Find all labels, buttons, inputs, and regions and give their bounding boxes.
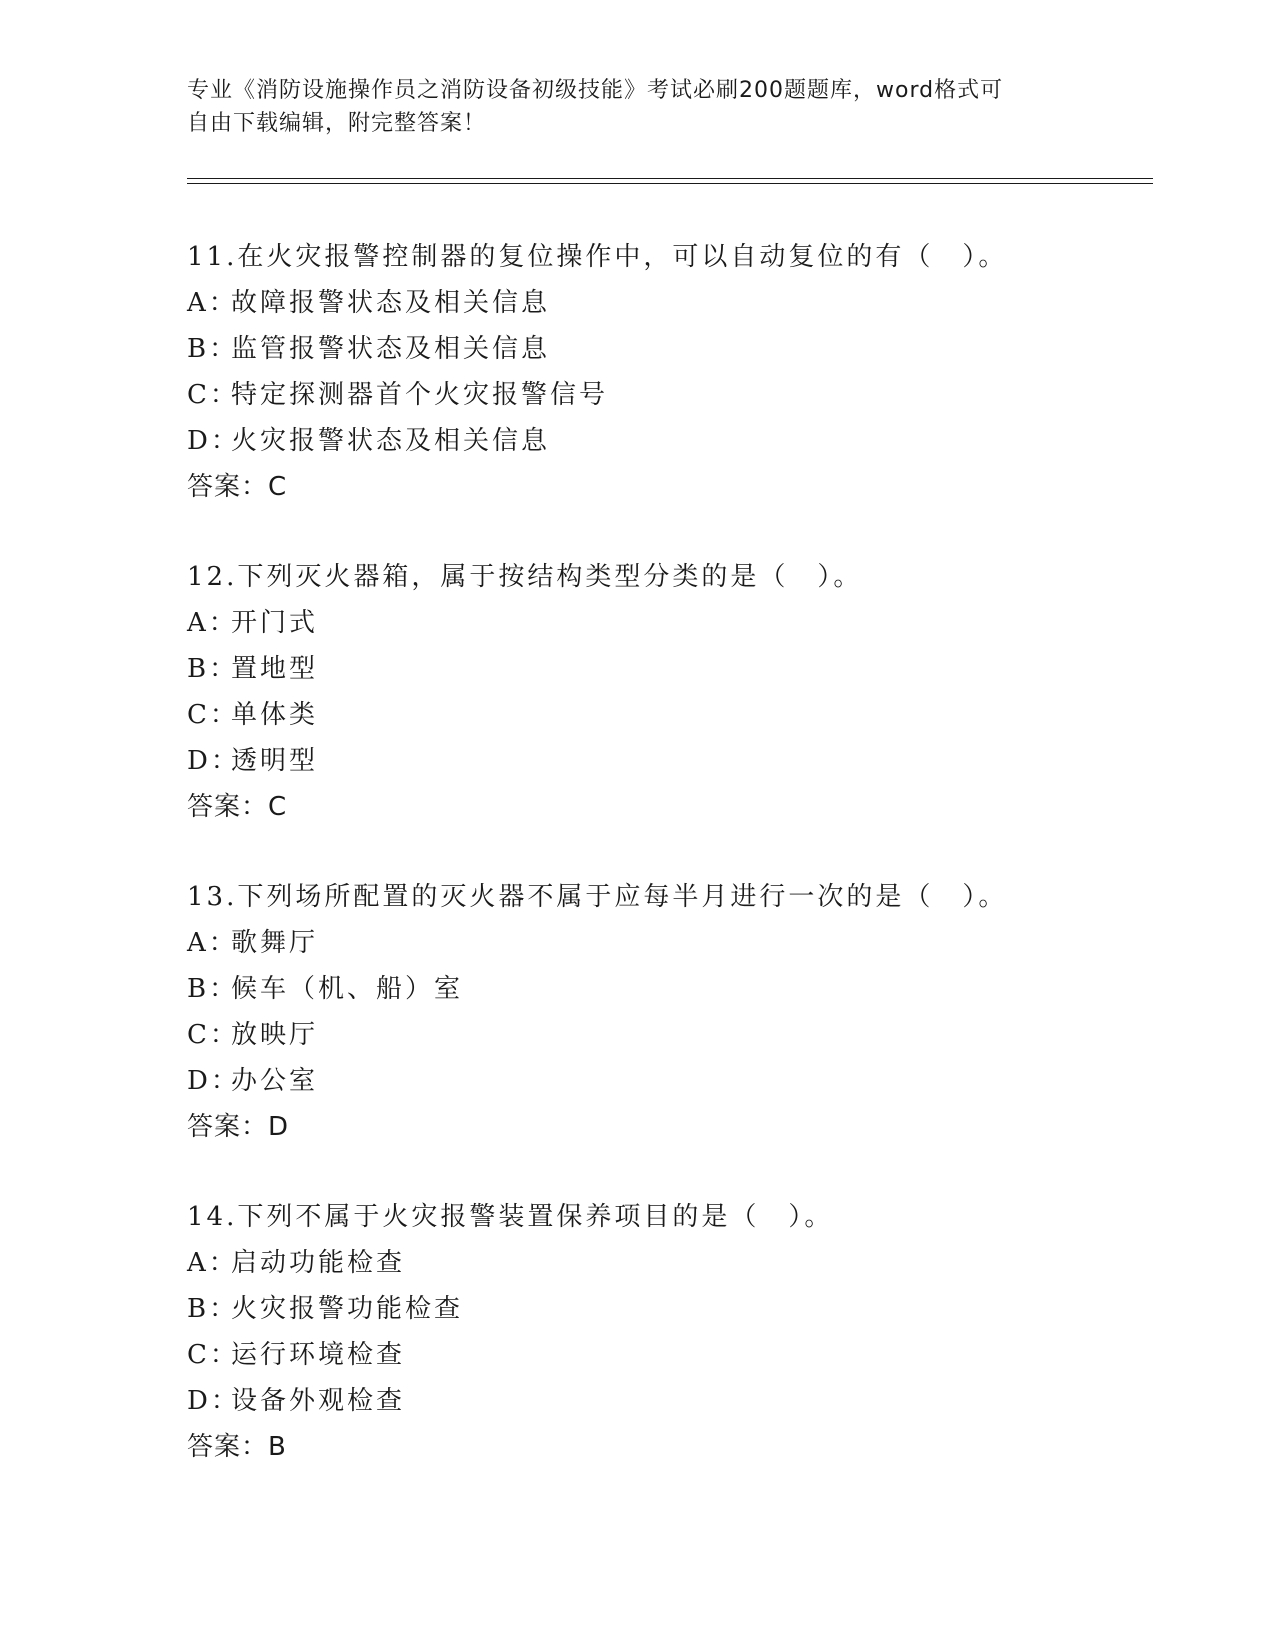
option-a: [187, 600, 1153, 646]
option-text: 候车（机、船）室: [231, 974, 464, 1004]
option-d: [187, 1058, 1153, 1104]
answer-line: 答案：D: [187, 1112, 290, 1142]
option-key: D：: [187, 746, 240, 776]
question-13: [187, 874, 1153, 1194]
answer-line: 答案：C: [187, 472, 288, 502]
option-text: 透明型: [231, 746, 319, 776]
option-key: A：: [187, 1248, 238, 1278]
option-text: 设备外观检查: [231, 1386, 406, 1416]
option-d: [187, 418, 1153, 464]
option-text: 启动功能检查: [231, 1248, 406, 1278]
document-header: [187, 74, 1067, 140]
question-12: [187, 554, 1153, 874]
header-divider-top: [187, 178, 1153, 179]
option-text: 监管报警状态及相关信息: [231, 334, 551, 364]
header-line-2: 自由下载编辑，附完整答案！: [187, 111, 487, 136]
option-text: 歌舞厅: [231, 928, 319, 958]
option-key: B：: [187, 334, 239, 364]
option-d: [187, 738, 1153, 784]
option-b: [187, 326, 1153, 372]
option-key: B：: [187, 974, 239, 1004]
option-d: [187, 1378, 1153, 1424]
option-text: 火灾报警状态及相关信息: [231, 426, 551, 456]
option-key: C：: [187, 380, 239, 410]
option-key: D：: [187, 1066, 240, 1096]
header-line-1: 专业《消防设施操作员之消防设备初级技能》考试必刷200题题库，word格式可: [187, 78, 1004, 103]
option-b: [187, 646, 1153, 692]
option-text: 故障报警状态及相关信息: [231, 288, 551, 318]
option-key: A：: [187, 608, 238, 638]
option-text: 特定探测器首个火灾报警信号: [231, 380, 609, 410]
option-b: [187, 1286, 1153, 1332]
option-c: [187, 1012, 1153, 1058]
answer-line: 答案：C: [187, 792, 288, 822]
option-c: [187, 372, 1153, 418]
option-text: 火灾报警功能检查: [231, 1294, 464, 1324]
option-text: 办公室: [231, 1066, 319, 1096]
header-divider-bottom: [187, 183, 1153, 184]
question-stem: 11.在火灾报警控制器的复位操作中，可以自动复位的有（ ）。: [187, 242, 1008, 272]
option-text: 单体类: [231, 700, 319, 730]
option-key: C：: [187, 1340, 239, 1370]
option-key: D：: [187, 426, 240, 456]
question-stem: 12.下列灭火器箱，属于按结构类型分类的是（ ）。: [187, 562, 863, 592]
option-key: A：: [187, 288, 238, 318]
option-text: 开门式: [231, 608, 319, 638]
question-stem: 13.下列场所配置的灭火器不属于应每半月进行一次的是（ ）。: [187, 882, 1008, 912]
option-key: D：: [187, 1386, 240, 1416]
option-text: 放映厅: [231, 1020, 319, 1050]
answer-line: 答案：B: [187, 1432, 287, 1462]
option-c: [187, 692, 1153, 738]
question-list: [187, 234, 1153, 1514]
question-11: [187, 234, 1153, 554]
option-key: C：: [187, 1020, 239, 1050]
option-text: 运行环境检查: [231, 1340, 406, 1370]
option-text: 置地型: [231, 654, 319, 684]
option-c: [187, 1332, 1153, 1378]
option-b: [187, 966, 1153, 1012]
option-a: [187, 280, 1153, 326]
option-key: A：: [187, 928, 238, 958]
option-key: B：: [187, 1294, 239, 1324]
option-a: [187, 920, 1153, 966]
option-key: C：: [187, 700, 239, 730]
option-a: [187, 1240, 1153, 1286]
option-key: B：: [187, 654, 239, 684]
question-stem: 14.下列不属于火灾报警装置保养项目的是（ ）。: [187, 1202, 834, 1232]
question-14: [187, 1194, 1153, 1514]
